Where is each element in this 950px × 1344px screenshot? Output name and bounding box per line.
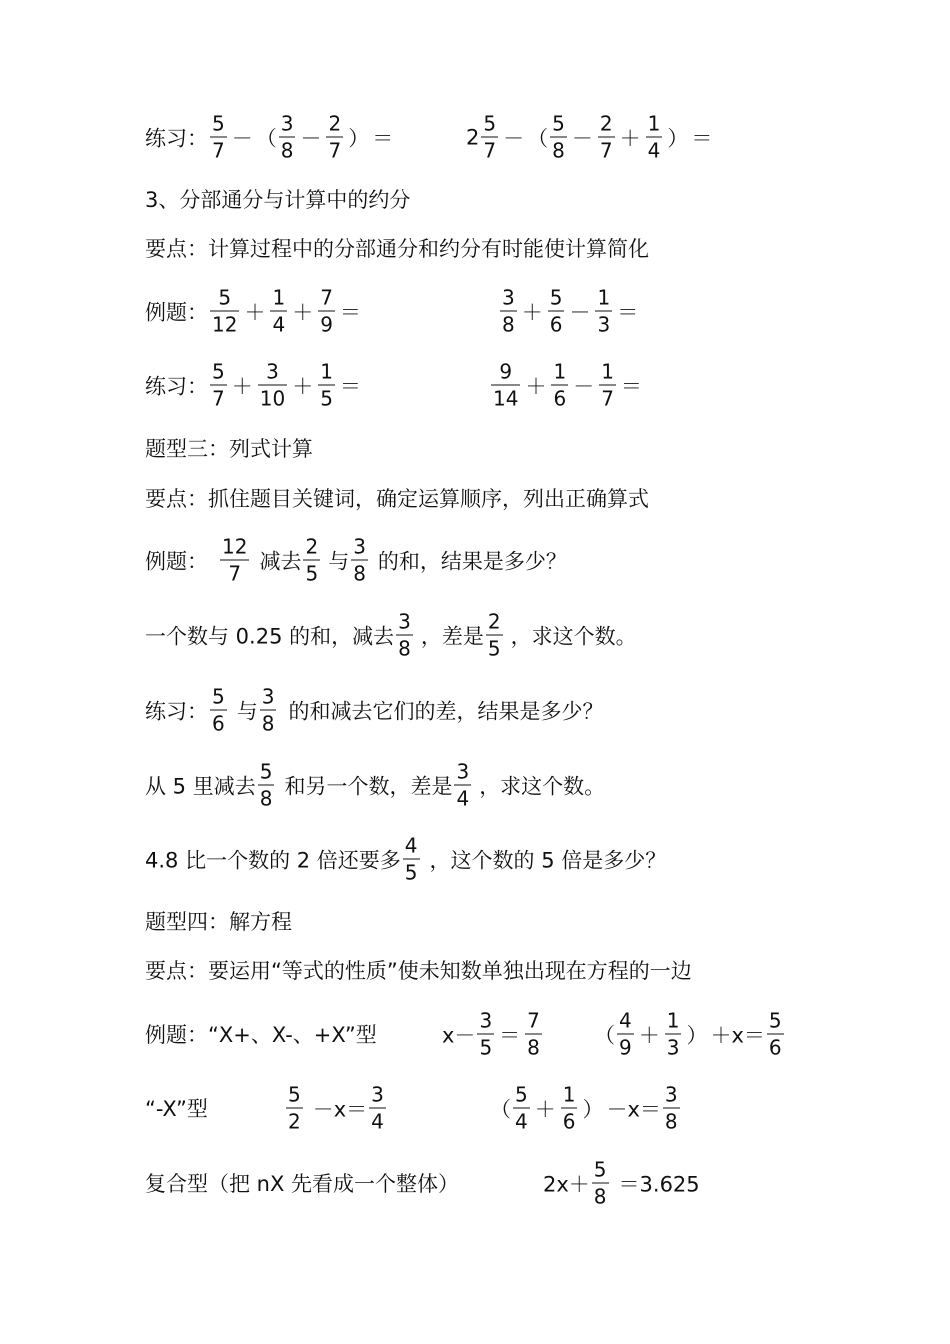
practice-1b: 2 $\frac{5}{7}$ － （ $\frac{5}{8}$ － $\frac{2}{7}$ ＋ $\frac{1}{4}$ ） ＝ [466,111,713,163]
fraction: $\frac{2}{5}$ [487,609,501,661]
fraction: $\frac{1}{6}$ [562,1082,576,1134]
type-title: 题型三：列式计算 [145,437,313,461]
fraction: $\frac{1}{3}$ [597,285,611,337]
fraction: $\frac{3}{8}$ [398,609,411,661]
fraction: $\frac{1}{3}$ [666,1008,680,1060]
fraction: $\frac{3}{4}$ [456,759,470,811]
fraction: $\frac{1}{6}$ [553,359,567,411]
example-label: “-X”型 [145,1097,208,1121]
section-title: 3、分部通分与计算中的约分 [145,188,411,212]
fraction: $\frac{5}{4}$ [515,1082,528,1134]
fraction: $\frac{5}{8}$ [552,111,565,163]
practice-label: 练习： [145,374,208,398]
fraction: $\frac{7}{9}$ [320,285,333,337]
fraction: $\frac{1}{4}$ [272,285,286,337]
fraction: $\frac{5}{12}$ [212,285,238,337]
fraction: $\frac{3}{5}$ [479,1008,493,1060]
fraction: $\frac{5}{7}$ [212,359,225,411]
practice-3b: $\frac{9}{14}$ ＋ $\frac{1}{6}$ － $\frac{1}{7}$ ＝ [493,359,642,411]
fraction: $\frac{2}{7}$ [599,111,613,163]
fraction: $\frac{5}{2}$ [288,1082,301,1134]
fraction: $\frac{9}{14}$ [493,359,519,411]
fraction: $\frac{3}{8}$ [280,111,294,163]
fraction: $\frac{4}{9}$ [619,1008,632,1060]
fraction: $\frac{3}{8}$ [664,1082,678,1134]
type-title: 题型四：解方程 [145,910,292,934]
fraction: $\frac{3}{10}$ [259,359,286,411]
fraction: $\frac{7}{8}$ [527,1008,540,1060]
fraction: $\frac{5}{8}$ [593,1157,607,1209]
fraction: $\frac{5}{7}$ [212,111,225,163]
fraction: $\frac{5}{7}$ [483,111,497,163]
fraction: $\frac{1}{4}$ [647,111,661,163]
keypoint-text: 要点：要运用“等式的性质”使未知数单独出现在方程的一边 [145,959,692,983]
fraction: $\frac{12}{7}$ [222,534,248,586]
fraction: $\frac{3}{8}$ [502,285,515,337]
fraction: $\frac{3}{4}$ [371,1082,384,1134]
example-label: 复合型（把 nX 先看成一个整体） [145,1172,460,1196]
keypoint-text: 要点：抓住题目关键词，确定运算顺序，列出正确算式 [145,487,649,511]
equation-4b: （ $\frac{4}{9}$ ＋ $\frac{1}{3}$ ） ＋x＝ $\frac{5}{6}$ [594,1008,782,1060]
example-label: 例题：“X+、X-、+X”型 [145,1023,377,1047]
equation-4e: 2x＋ $\frac{5}{8}$ ＝3.625 [543,1157,700,1209]
practice-3a: 练习： $\frac{5}{7}$ ＋ $\frac{3}{10}$ ＋ $\frac{1}{5}$ ＝ [145,359,361,411]
fraction: $\frac{2}{5}$ [305,534,319,586]
equation-4d: （ $\frac{5}{4}$ ＋ $\frac{1}{6}$ ） －x＝ $\frac{3}{8}$ [490,1082,678,1134]
practice-1a: 练习： $\frac{5}{7}$ － （ $\frac{3}{8}$ － $\frac{2}{7}$ ） ＝ [145,111,394,163]
example-label: 例题： [145,300,208,324]
fraction: $\frac{5}{6}$ [549,285,563,337]
practice-label: 练习： [145,699,208,723]
example-3a: 例题： $\frac{5}{12}$ ＋ $\frac{1}{4}$ ＋ $\frac{7}{9}$ ＝ [145,285,361,337]
fraction: $\frac{4}{5}$ [404,833,418,885]
fraction: $\frac{5}{6}$ [212,684,225,736]
example-3b: $\frac{3}{8}$ ＋ $\frac{5}{6}$ － $\frac{1}{3}$ ＝ [502,285,639,337]
practice-label: 练习： [145,126,208,150]
fraction: $\frac{1}{5}$ [320,359,333,411]
fraction: $\frac{1}{7}$ [601,359,614,411]
fraction: $\frac{3}{8}$ [353,534,366,586]
keypoint-text: 要点：计算过程中的分部通分和约分有时能使计算简化 [145,237,649,261]
fraction: $\frac{5}{6}$ [768,1008,782,1060]
fraction: $\frac{3}{8}$ [261,684,275,736]
example-label: 例题： [145,549,208,573]
equation-4c: $\frac{5}{2}$ －x＝ $\frac{3}{4}$ [288,1082,384,1134]
equation-4a: x－ $\frac{3}{5}$ ＝ $\frac{7}{8}$ [442,1008,540,1060]
fraction: $\frac{5}{8}$ [259,759,273,811]
fraction: $\frac{2}{7}$ [328,111,342,163]
